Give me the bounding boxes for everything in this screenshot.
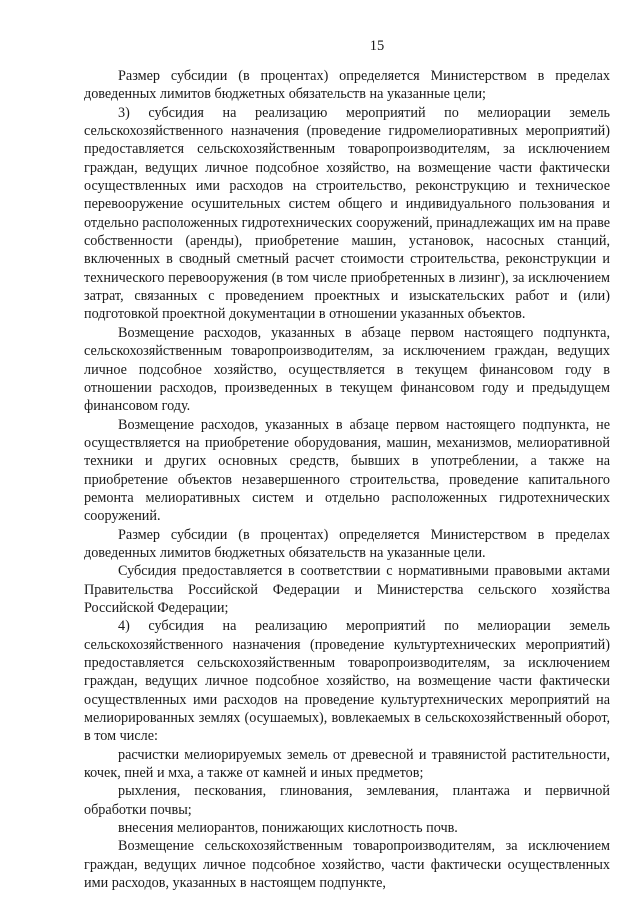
page-number: 15 xyxy=(369,38,385,54)
paragraph-clearing: расчистки мелиорируемых земель от древесной и травянистой растительности, кочек, пней и мха, а также от камней и иных предметов; xyxy=(84,746,610,782)
paragraph-reimbursement-timing: Возмещение расходов, указанных в абзаце первом настоящего подпункта, сельскохозяйственным товаропроизводителям, за исключением граждан, ведущих личное подсобное хозяйство, осуществляется в текущем финансовом году в отношении расходов, произведенных в текущем финансовом году и предыдущем финансовом году. xyxy=(84,324,610,415)
paragraph-soil-treatment: рыхления, пескования, глинования, землевания, плантажа и первичной обработки почвы; xyxy=(84,783,610,818)
paragraph-item-4-cultural-technical: 4) субсидия на реализацию мероприятий по мелиорации земель сельскохозяйственного назначения (проведение культуртехнических мероприятий) предоставляется сельскохозяйственным товаропроизводителям, за исключением граждан, ведущих личное подсобное хозяйство, на возмещение части фактически осуществленных ими расходов на проведение культуртехнических мероприятий на мелиорированных землях (осушаемых), вовлекаемых в сельскохозяйственный оборот, в том числе: xyxy=(84,618,610,745)
paragraph-subsidy-size-2: Размер субсидии (в процентах) определяется Министерством в пределах доведенных лимитов бюджетных обязательств на указанные цели. xyxy=(84,526,610,561)
document-body xyxy=(84,67,610,892)
paragraph-item-3-hydromelioration: 3) субсидия на реализацию мероприятий по мелиорации земель сельскохозяйственного назначения (проведение гидромелиоративных мероприятий) предоставляется сельскохозяйственным товаропроизводителям, за исключением граждан, ведущих личное подсобное хозяйство, на возмещение части фактически осуществленных ими расходов на строительство, реконструкцию и техническое перевооружение осушительных систем общего и индивидуального пользования и отдельно расположенных гидротехнических сооружений, принадлежащих им на праве собственности (аренды), приобретение машин, установок, насосных станций, включенных в сводный сметный расчет стоимости строительства, реконструкции и технического перевооружения (в том числе приобретенных в лизинг), за исключением затрат, связанных с проведением проектных и изыскательских работ и (или) подготовкой проектной документации в отношении указанных объектов. xyxy=(84,104,610,323)
paragraph-subsidy-size-1: Размер субсидии (в процентах) определяется Министерством в пределах доведенных лимитов бюджетных обязательств на указанные цели; xyxy=(84,68,610,103)
paragraph-meliorants: внесения мелиорантов, понижающих кислотность почв. xyxy=(118,820,458,837)
paragraph-legal-basis: Субсидия предоставляется в соответствии с нормативными правовыми актами Правительства Российской Федерации и Министерства сельского хозяйства Российской Федерации; xyxy=(84,563,610,616)
paragraph-reimbursement-item-4: Возмещение сельскохозяйственным товаропроизводителям, за исключением граждан, ведущих личное подсобное хозяйство, части фактически осуществленных ими расходов, указанных в настоящем подпункте, xyxy=(84,838,610,892)
paragraph-reimbursement-exclusions: Возмещение расходов, указанных в абзаце первом настоящего подпункта, не осуществляется на приобретение оборудования, машин, механизмов, мелиоративной техники и других основных средств, бывших в употреблении, а также на приобретение объектов незавершенного строительства, проведение капитального ремонта мелиоративных систем и отдельно расположенных гидротехнических сооружений. xyxy=(84,416,610,525)
